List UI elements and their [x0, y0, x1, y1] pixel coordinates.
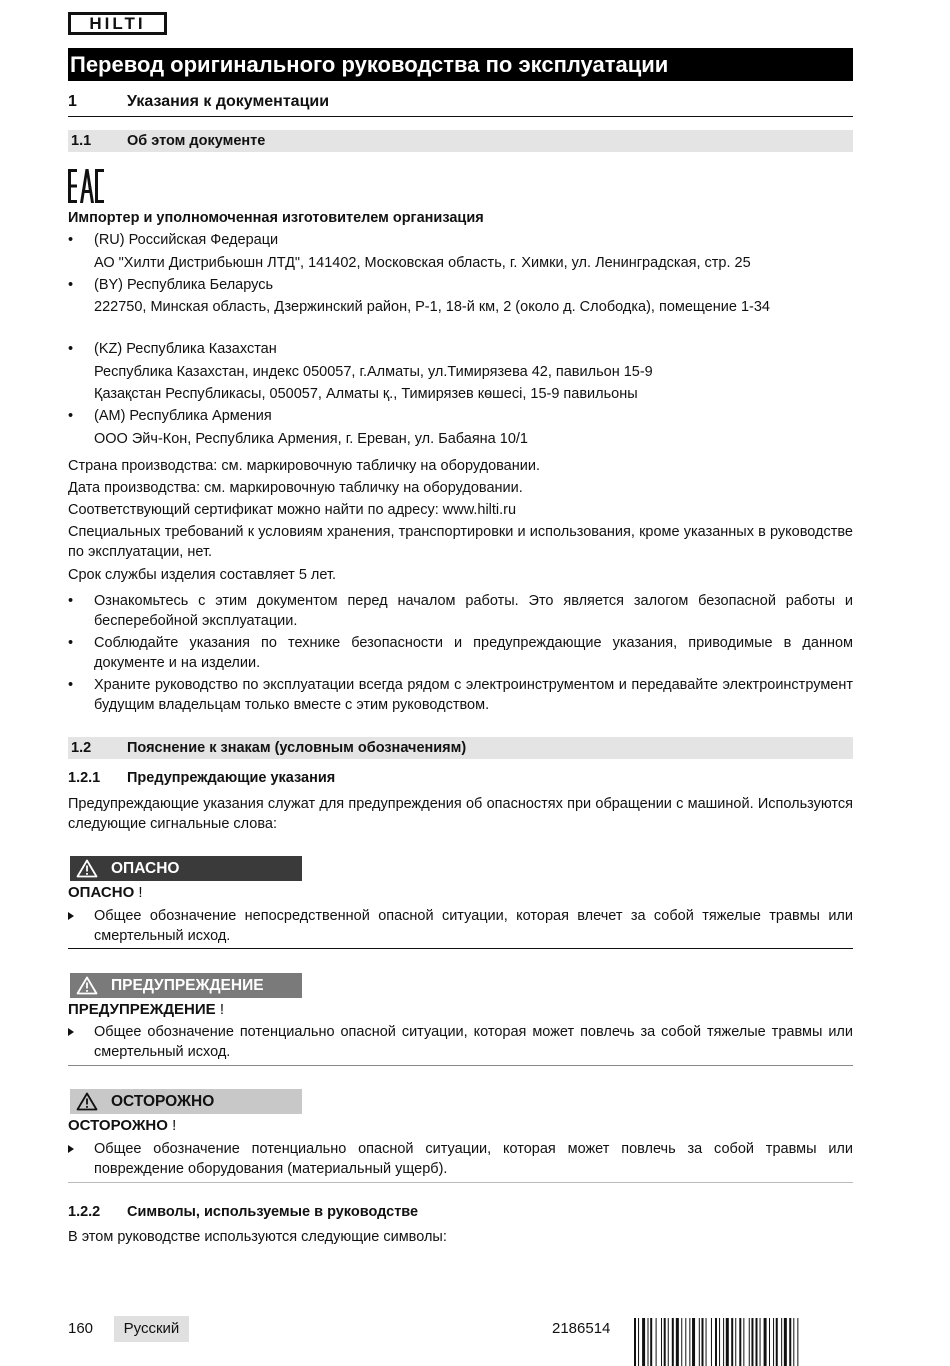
importer-country: (RU) Российская Федераци	[94, 232, 279, 248]
arrow-bullet-icon	[68, 1145, 74, 1153]
barcode-bar	[769, 1318, 770, 1366]
section-title: Пояснение к знакам (условным обозначениям)	[127, 740, 467, 756]
importer-address: Республика Казахстан, индекс 050057, г.Алматы, ул.Тимирязева 42, павильон 15-9	[94, 364, 653, 380]
document-code: 2186514	[552, 1320, 611, 1337]
info-line: Страна производства: см. маркировочную табличку на оборудовании.	[68, 458, 540, 474]
barcode-bar	[685, 1318, 686, 1366]
divider	[68, 1182, 853, 1183]
barcode-bar	[726, 1318, 729, 1366]
importer-kz	[68, 339, 853, 359]
importer-country: (BY) Республика Беларусь	[94, 277, 274, 293]
section-title: Символы, используемые в руководстве	[127, 1204, 419, 1220]
arrow-bullet-icon	[68, 912, 74, 920]
warning-triangle-icon	[76, 1092, 98, 1111]
barcode-bar	[711, 1318, 712, 1366]
importer-am	[68, 406, 853, 426]
barcode	[634, 1318, 852, 1366]
importer-country: (KZ) Республика Казахстан	[94, 341, 277, 357]
barcode-bar	[648, 1318, 649, 1366]
barcode-bar	[776, 1318, 778, 1366]
importer-address: ООО Эйч-Кон, Республика Армения, г. Ереван, ул. Бабаяна 10/1	[94, 431, 528, 447]
section-1-2-1-heading	[68, 768, 853, 788]
barcode-bar	[664, 1318, 666, 1366]
page-title: Перевод оригинального руководства по эксплуатации	[68, 48, 853, 81]
barcode-bar	[751, 1318, 753, 1366]
bullet-dot: •	[68, 232, 74, 248]
warning-triangle-icon	[76, 859, 98, 878]
signal-description: Общее обозначение потенциально опасной ситуации, которая может повлечь за собой травмы или повреждение оборудования (материальный ущерб).	[68, 1139, 853, 1179]
barcode-bar	[760, 1318, 761, 1366]
barcode-bar	[642, 1318, 645, 1366]
intro-paragraph: В этом руководстве используются следующие символы:	[68, 1229, 447, 1245]
barcode-bar	[661, 1318, 662, 1366]
barcode-bar	[793, 1318, 794, 1366]
importer-address: Қазақстан Республикасы, 050057, Алматы қ., Тимирязев көшесі, 15-9 павильоны	[94, 386, 638, 402]
barcode-bar	[702, 1318, 704, 1366]
barcode-bar	[715, 1318, 717, 1366]
section-1-2-heading	[68, 737, 853, 759]
info-line: Срок службы изделия составляет 5 лет.	[68, 567, 337, 583]
bullet-dot: •	[68, 341, 74, 357]
barcode-bar	[681, 1318, 682, 1366]
section-1-heading	[68, 88, 853, 117]
section-number: 1.1	[71, 133, 92, 149]
barcode-bar	[773, 1318, 774, 1366]
info-line: Соответствующий сертификат можно найти по адресу: www.hilti.ru	[68, 502, 517, 518]
barcode-bar	[743, 1318, 744, 1366]
signal-label-warning: ПРЕДУПРЕЖДЕНИЕ	[70, 973, 302, 998]
barcode-bar	[676, 1318, 679, 1366]
barcode-bar	[650, 1318, 652, 1366]
barcode-bar	[756, 1318, 758, 1366]
barcode-bar	[739, 1318, 741, 1366]
barcode-bar	[735, 1318, 736, 1366]
section-title: Об этом документе	[127, 133, 266, 149]
barcode-bar	[749, 1318, 750, 1366]
signal-word-warning: ПРЕДУПРЕЖДЕНИЕ !	[68, 1001, 224, 1018]
barcode-bar	[634, 1318, 636, 1366]
section-number: 1.2.1	[68, 770, 101, 786]
arrow-bullet-icon	[68, 1028, 74, 1036]
divider	[68, 948, 853, 949]
page-number: 160	[68, 1320, 94, 1337]
info-line: Дата производства: см. маркировочную табличку на оборудовании.	[68, 480, 523, 496]
section-1-1-heading	[68, 130, 853, 152]
barcode-bar	[699, 1318, 700, 1366]
barcode-bar	[706, 1318, 707, 1366]
bullet-dot: •	[68, 593, 74, 609]
info-line: Специальных требований к условиям хранения, транспортировки и использования, кроме указанных в руководстве по эксплуатации, нет.	[68, 524, 853, 560]
barcode-bar	[781, 1318, 782, 1366]
warning-triangle-icon	[76, 976, 98, 995]
section-number: 1.2.2	[68, 1204, 101, 1220]
language-label: Русский	[114, 1316, 189, 1342]
barcode-bar	[719, 1318, 720, 1366]
importer-ru	[68, 230, 853, 250]
barcode-bar	[789, 1318, 791, 1366]
section-number: 1	[68, 93, 77, 110]
bullet-dot: •	[68, 277, 74, 293]
list-item: • Храните руководство по эксплуатации всегда рядом с электроинструментом и передавайте электроинструмент будущим владельцам только вместе с этим руководством.	[68, 677, 853, 713]
list-item: • Соблюдайте указания по технике безопасности и предупреждающие указания, приводимые в данном документе и на изделии.	[68, 635, 853, 671]
signal-description: Общее обозначение потенциально опасной ситуации, которая может повлечь за собой тяжелые травмы или смертельный исход.	[68, 1022, 853, 1062]
importer-address: АО "Хилти Дистрибьюшн ЛТД", 141402, Московская область, г. Химки, ул. Ленинградская, стр. 25	[94, 255, 751, 271]
signal-label-caution: ОСТОРОЖНО	[70, 1089, 302, 1114]
bullet-dot: •	[68, 635, 74, 651]
importer-heading: Импортер и уполномоченная изготовителем организация	[68, 210, 484, 226]
signal-label-danger: ОПАСНО	[70, 856, 302, 881]
section-number: 1.2	[71, 740, 92, 756]
section-title: Предупреждающие указания	[127, 770, 336, 786]
divider	[68, 1065, 853, 1066]
signal-word-danger: ОПАСНО !	[68, 884, 143, 901]
importer-country: (AM) Республика Армения	[94, 408, 272, 424]
barcode-bar	[784, 1318, 787, 1366]
importer-by	[68, 275, 853, 295]
barcode-bar	[668, 1318, 669, 1366]
barcode-bar	[797, 1318, 798, 1366]
barcode-bar	[656, 1318, 657, 1366]
barcode-bar	[692, 1318, 695, 1366]
barcode-bar	[638, 1318, 639, 1366]
hilti-logo: HILTI	[68, 12, 167, 35]
intro-paragraph: Предупреждающие указания служат для предупреждения об опасностях при обращении с машиной. Используются следующие сигнальные слова:	[68, 796, 853, 832]
barcode-bar	[672, 1318, 674, 1366]
eac-certification-mark	[68, 169, 104, 203]
barcode-bar	[689, 1318, 690, 1366]
barcode-bar	[723, 1318, 724, 1366]
barcode-bar	[731, 1318, 733, 1366]
importer-address: 222750, Минская область, Дзержинский район, Р-1, 18-й км, 2 (около д. Слободка), помещение 1-34	[94, 299, 770, 315]
bullet-dot: •	[68, 408, 74, 424]
signal-word-caution: ОСТОРОЖНО !	[68, 1117, 177, 1134]
bullet-dot: •	[68, 677, 74, 693]
barcode-bar	[764, 1318, 767, 1366]
list-item: • Ознакомьтесь с этим документом перед началом работы. Это является залогом безопасной работы и бесперебойной эксплуатации.	[68, 593, 853, 629]
signal-description: Общее обозначение непосредственной опасной ситуации, которая влечет за собой тяжелые травмы или смертельный исход.	[68, 906, 853, 946]
section-title: Указания к документации	[127, 93, 330, 110]
section-1-2-2-heading	[68, 1202, 853, 1222]
